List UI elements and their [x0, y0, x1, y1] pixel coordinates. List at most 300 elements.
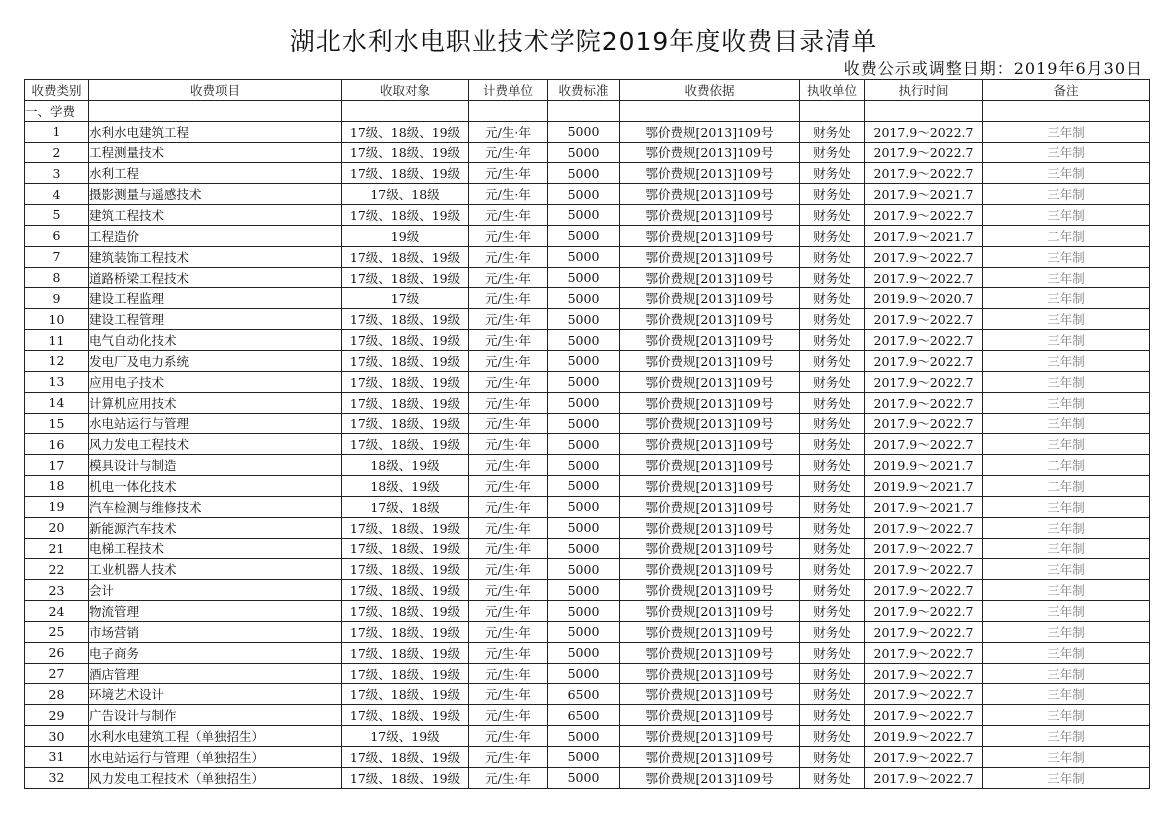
cell-basis: 鄂价费规[2013]109号 — [620, 330, 800, 351]
cell-target: 17级 — [342, 288, 469, 309]
table-row — [25, 121, 1150, 142]
cell-note: 三年制 — [983, 747, 1150, 768]
cell-target: 17级、18级、19级 — [342, 330, 469, 351]
cell-period: 2017.9～2022.7 — [865, 205, 983, 226]
cell-target: 17级、18级、19级 — [342, 747, 469, 768]
cell-item: 道路桥梁工程技术 — [89, 267, 342, 288]
cell-unit: 元/生·年 — [469, 205, 548, 226]
cell-period: 2017.9～2022.7 — [865, 705, 983, 726]
cell-collector: 财务处 — [800, 392, 865, 413]
cell-unit: 元/生·年 — [469, 350, 548, 371]
cell-standard: 5000 — [548, 413, 620, 434]
cell-collector: 财务处 — [800, 184, 865, 205]
cell-note: 三年制 — [983, 621, 1150, 642]
cell-standard: 5000 — [548, 350, 620, 371]
cell-unit: 元/生·年 — [469, 538, 548, 559]
cell-target: 17级、18级、19级 — [342, 642, 469, 663]
cell-period: 2017.9～2022.7 — [865, 330, 983, 351]
cell-item: 环境艺术设计 — [89, 684, 342, 705]
cell-note: 三年制 — [983, 163, 1150, 184]
cell-basis: 鄂价费规[2013]109号 — [620, 288, 800, 309]
cell-standard: 5000 — [548, 476, 620, 497]
section-label: 一、学费 — [25, 100, 89, 121]
cell-collector: 财务处 — [800, 496, 865, 517]
cell-index: 5 — [25, 205, 89, 226]
cell-item: 风力发电工程技术 — [89, 434, 342, 455]
cell-period: 2017.9～2022.7 — [865, 767, 983, 788]
cell-index: 31 — [25, 747, 89, 768]
table-row — [25, 434, 1150, 455]
cell-index: 21 — [25, 538, 89, 559]
cell-basis: 鄂价费规[2013]109号 — [620, 538, 800, 559]
cell-item: 汽车检测与维修技术 — [89, 496, 342, 517]
cell-collector: 财务处 — [800, 205, 865, 226]
cell-standard: 5000 — [548, 142, 620, 163]
cell-collector: 财务处 — [800, 705, 865, 726]
cell-index: 11 — [25, 330, 89, 351]
cell-unit: 元/生·年 — [469, 434, 548, 455]
col-header-unit: 计费单位 — [469, 80, 548, 101]
cell-index: 12 — [25, 350, 89, 371]
cell-unit: 元/生·年 — [469, 288, 548, 309]
cell-standard: 5000 — [548, 330, 620, 351]
cell-standard: 5000 — [548, 434, 620, 455]
cell-unit: 元/生·年 — [469, 747, 548, 768]
document-title: 湖北水利水电职业技术学院2019年度收费目录清单 — [289, 27, 878, 56]
cell-target: 17级、18级、19级 — [342, 580, 469, 601]
cell-standard: 5000 — [548, 309, 620, 330]
cell-index: 30 — [25, 726, 89, 747]
cell-collector: 财务处 — [800, 747, 865, 768]
cell-basis: 鄂价费规[2013]109号 — [620, 601, 800, 622]
cell-target: 18级、19级 — [342, 455, 469, 476]
cell-item: 物流管理 — [89, 601, 342, 622]
cell-collector: 财务处 — [800, 434, 865, 455]
cell-index: 13 — [25, 371, 89, 392]
cell-period: 2017.9～2022.7 — [865, 559, 983, 580]
section-row — [25, 100, 1150, 121]
cell-unit: 元/生·年 — [469, 371, 548, 392]
cell-standard: 5000 — [548, 767, 620, 788]
cell-index: 1 — [25, 121, 89, 142]
cell-standard: 5000 — [548, 601, 620, 622]
cell-item: 建筑装饰工程技术 — [89, 246, 342, 267]
cell-period: 2017.9～2022.7 — [865, 246, 983, 267]
cell-period: 2017.9～2022.7 — [865, 142, 983, 163]
cell-unit: 元/生·年 — [469, 663, 548, 684]
cell-item: 水利工程 — [89, 163, 342, 184]
cell-unit: 元/生·年 — [469, 455, 548, 476]
cell-note: 三年制 — [983, 726, 1150, 747]
cell-standard: 5000 — [548, 496, 620, 517]
col-header-standard: 收费标准 — [548, 80, 620, 101]
cell-basis: 鄂价费规[2013]109号 — [620, 142, 800, 163]
cell-period: 2017.9～2022.7 — [865, 434, 983, 455]
cell-basis: 鄂价费规[2013]109号 — [620, 517, 800, 538]
table-row — [25, 642, 1150, 663]
cell-target: 17级、18级、19级 — [342, 267, 469, 288]
cell-note: 三年制 — [983, 517, 1150, 538]
cell-note: 三年制 — [983, 205, 1150, 226]
cell-index: 6 — [25, 225, 89, 246]
cell-target: 17级、18级、19级 — [342, 538, 469, 559]
cell-index: 17 — [25, 455, 89, 476]
cell-index: 28 — [25, 684, 89, 705]
cell-standard: 5000 — [548, 121, 620, 142]
table-row — [25, 142, 1150, 163]
cell-collector: 财务处 — [800, 642, 865, 663]
cell-item: 电气自动化技术 — [89, 330, 342, 351]
cell-target: 17级、18级、19级 — [342, 601, 469, 622]
cell-collector: 财务处 — [800, 621, 865, 642]
cell-item: 市场营销 — [89, 621, 342, 642]
cell-target: 18级、19级 — [342, 476, 469, 497]
cell-note: 三年制 — [983, 330, 1150, 351]
col-header-target: 收取对象 — [342, 80, 469, 101]
table-row — [25, 350, 1150, 371]
cell-unit: 元/生·年 — [469, 163, 548, 184]
cell-index: 4 — [25, 184, 89, 205]
cell-basis: 鄂价费规[2013]109号 — [620, 371, 800, 392]
cell-standard: 6500 — [548, 705, 620, 726]
table-row — [25, 559, 1150, 580]
cell-unit: 元/生·年 — [469, 330, 548, 351]
cell-target: 17级、18级、19级 — [342, 309, 469, 330]
cell-note: 三年制 — [983, 184, 1150, 205]
cell-note: 三年制 — [983, 496, 1150, 517]
cell-index: 14 — [25, 392, 89, 413]
cell-basis: 鄂价费规[2013]109号 — [620, 225, 800, 246]
cell-standard: 5000 — [548, 642, 620, 663]
cell-collector: 财务处 — [800, 663, 865, 684]
cell-note: 二年制 — [983, 225, 1150, 246]
header-row — [25, 80, 1150, 101]
cell-index: 2 — [25, 142, 89, 163]
cell-standard: 5000 — [548, 163, 620, 184]
cell-item: 工程造价 — [89, 225, 342, 246]
cell-period: 2017.9～2022.7 — [865, 684, 983, 705]
cell-note: 三年制 — [983, 767, 1150, 788]
cell-target: 17级、18级 — [342, 496, 469, 517]
table-row — [25, 267, 1150, 288]
cell-basis: 鄂价费规[2013]109号 — [620, 767, 800, 788]
col-header-note: 备注 — [983, 80, 1150, 101]
cell-target: 17级、18级、19级 — [342, 121, 469, 142]
cell-target: 17级、18级、19级 — [342, 142, 469, 163]
cell-item: 水电站运行与管理 — [89, 413, 342, 434]
cell-basis: 鄂价费规[2013]109号 — [620, 642, 800, 663]
cell-basis: 鄂价费规[2013]109号 — [620, 559, 800, 580]
cell-collector: 财务处 — [800, 538, 865, 559]
table-row — [25, 621, 1150, 642]
col-header-period: 执行时间 — [865, 80, 983, 101]
cell-period: 2019.9～2022.7 — [865, 726, 983, 747]
cell-unit: 元/生·年 — [469, 142, 548, 163]
cell-period: 2017.9～2022.7 — [865, 663, 983, 684]
cell-basis: 鄂价费规[2013]109号 — [620, 205, 800, 226]
table-row — [25, 184, 1150, 205]
cell-target: 17级、18级、19级 — [342, 392, 469, 413]
cell-collector: 财务处 — [800, 309, 865, 330]
cell-collector: 财务处 — [800, 371, 865, 392]
cell-standard: 5000 — [548, 267, 620, 288]
cell-note: 三年制 — [983, 288, 1150, 309]
table-row — [25, 288, 1150, 309]
cell-target: 17级、18级、19级 — [342, 621, 469, 642]
cell-basis: 鄂价费规[2013]109号 — [620, 580, 800, 601]
cell-target: 17级、18级、19级 — [342, 246, 469, 267]
cell-note: 三年制 — [983, 142, 1150, 163]
table-row — [25, 330, 1150, 351]
cell-item: 风力发电工程技术（单独招生） — [89, 767, 342, 788]
cell-target: 17级、18级、19级 — [342, 705, 469, 726]
cell-index: 25 — [25, 621, 89, 642]
cell-target: 17级、18级、19级 — [342, 350, 469, 371]
cell-item: 机电一体化技术 — [89, 476, 342, 497]
cell-item: 水电站运行与管理（单独招生） — [89, 747, 342, 768]
cell-index: 19 — [25, 496, 89, 517]
cell-note: 三年制 — [983, 350, 1150, 371]
cell-period: 2017.9～2022.7 — [865, 642, 983, 663]
cell-standard: 5000 — [548, 517, 620, 538]
cell-note: 三年制 — [983, 309, 1150, 330]
cell-index: 23 — [25, 580, 89, 601]
cell-unit: 元/生·年 — [469, 726, 548, 747]
cell-item: 摄影测量与遥感技术 — [89, 184, 342, 205]
cell-standard: 5000 — [548, 747, 620, 768]
cell-collector: 财务处 — [800, 726, 865, 747]
cell-standard: 5000 — [548, 392, 620, 413]
cell-basis: 鄂价费规[2013]109号 — [620, 163, 800, 184]
table-row — [25, 309, 1150, 330]
table-row — [25, 205, 1150, 226]
cell-target: 17级、19级 — [342, 726, 469, 747]
cell-index: 22 — [25, 559, 89, 580]
cell-note: 二年制 — [983, 455, 1150, 476]
cell-basis: 鄂价费规[2013]109号 — [620, 121, 800, 142]
cell-target: 17级、18级、19级 — [342, 163, 469, 184]
cell-period: 2019.9～2021.7 — [865, 455, 983, 476]
cell-target: 17级、18级、19级 — [342, 371, 469, 392]
cell-item: 新能源汽车技术 — [89, 517, 342, 538]
cell-index: 24 — [25, 601, 89, 622]
cell-target: 17级、18级、19级 — [342, 205, 469, 226]
cell-unit: 元/生·年 — [469, 496, 548, 517]
table-row — [25, 684, 1150, 705]
cell-item: 工业机器人技术 — [89, 559, 342, 580]
cell-standard: 5000 — [548, 246, 620, 267]
cell-note: 三年制 — [983, 601, 1150, 622]
cell-standard: 5000 — [548, 205, 620, 226]
cell-collector: 财务处 — [800, 413, 865, 434]
cell-unit: 元/生·年 — [469, 517, 548, 538]
cell-index: 9 — [25, 288, 89, 309]
cell-collector: 财务处 — [800, 330, 865, 351]
table-row — [25, 705, 1150, 726]
cell-item: 发电厂及电力系统 — [89, 350, 342, 371]
cell-target: 17级、18级、19级 — [342, 684, 469, 705]
cell-collector: 财务处 — [800, 246, 865, 267]
cell-basis: 鄂价费规[2013]109号 — [620, 476, 800, 497]
cell-index: 26 — [25, 642, 89, 663]
col-header-collector: 执收单位 — [800, 80, 865, 101]
cell-basis: 鄂价费规[2013]109号 — [620, 350, 800, 371]
cell-unit: 元/生·年 — [469, 580, 548, 601]
table-row — [25, 392, 1150, 413]
cell-standard: 5000 — [548, 225, 620, 246]
cell-note: 三年制 — [983, 705, 1150, 726]
cell-period: 2017.9～2022.7 — [865, 747, 983, 768]
cell-period: 2017.9～2022.7 — [865, 621, 983, 642]
cell-collector: 财务处 — [800, 559, 865, 580]
cell-unit: 元/生·年 — [469, 476, 548, 497]
table-row — [25, 538, 1150, 559]
cell-target: 17级、18级、19级 — [342, 413, 469, 434]
cell-collector: 财务处 — [800, 476, 865, 497]
table-row — [25, 601, 1150, 622]
cell-note: 三年制 — [983, 642, 1150, 663]
cell-collector: 财务处 — [800, 142, 865, 163]
col-header-basis: 收费依据 — [620, 80, 800, 101]
cell-index: 10 — [25, 309, 89, 330]
cell-item: 应用电子技术 — [89, 371, 342, 392]
cell-period: 2017.9～2021.7 — [865, 225, 983, 246]
cell-basis: 鄂价费规[2013]109号 — [620, 663, 800, 684]
cell-collector: 财务处 — [800, 121, 865, 142]
table-row — [25, 413, 1150, 434]
cell-unit: 元/生·年 — [469, 121, 548, 142]
cell-period: 2017.9～2022.7 — [865, 580, 983, 601]
cell-standard: 5000 — [548, 726, 620, 747]
cell-period: 2017.9～2022.7 — [865, 538, 983, 559]
cell-unit: 元/生·年 — [469, 642, 548, 663]
cell-index: 20 — [25, 517, 89, 538]
col-header-category: 收费类别 — [25, 80, 89, 101]
cell-item: 建设工程管理 — [89, 309, 342, 330]
cell-unit: 元/生·年 — [469, 267, 548, 288]
cell-target: 17级、18级、19级 — [342, 767, 469, 788]
cell-unit: 元/生·年 — [469, 767, 548, 788]
cell-target: 17级、18级、19级 — [342, 559, 469, 580]
cell-item: 工程测量技术 — [89, 142, 342, 163]
fee-table — [24, 79, 1150, 789]
cell-item: 建设工程监理 — [89, 288, 342, 309]
cell-period: 2017.9～2021.7 — [865, 184, 983, 205]
cell-target: 17级、18级、19级 — [342, 434, 469, 455]
cell-standard: 5000 — [548, 580, 620, 601]
cell-unit: 元/生·年 — [469, 601, 548, 622]
cell-standard: 5000 — [548, 184, 620, 205]
table-row — [25, 476, 1150, 497]
cell-item: 会计 — [89, 580, 342, 601]
table-row — [25, 163, 1150, 184]
cell-note: 二年制 — [983, 476, 1150, 497]
cell-note: 三年制 — [983, 121, 1150, 142]
cell-note: 三年制 — [983, 663, 1150, 684]
cell-index: 18 — [25, 476, 89, 497]
cell-unit: 元/生·年 — [469, 413, 548, 434]
cell-unit: 元/生·年 — [469, 184, 548, 205]
cell-collector: 财务处 — [800, 163, 865, 184]
cell-note: 三年制 — [983, 267, 1150, 288]
cell-standard: 5000 — [548, 371, 620, 392]
cell-note: 三年制 — [983, 413, 1150, 434]
cell-unit: 元/生·年 — [469, 309, 548, 330]
cell-note: 三年制 — [983, 684, 1150, 705]
cell-collector: 财务处 — [800, 350, 865, 371]
table-row — [25, 663, 1150, 684]
cell-collector: 财务处 — [800, 225, 865, 246]
cell-item: 电子商务 — [89, 642, 342, 663]
cell-period: 2019.9～2020.7 — [865, 288, 983, 309]
cell-basis: 鄂价费规[2013]109号 — [620, 413, 800, 434]
cell-period: 2017.9～2022.7 — [865, 121, 983, 142]
table-row — [25, 767, 1150, 788]
cell-period: 2017.9～2022.7 — [865, 350, 983, 371]
table-row — [25, 246, 1150, 267]
cell-note: 三年制 — [983, 392, 1150, 413]
cell-note: 三年制 — [983, 559, 1150, 580]
table-row — [25, 747, 1150, 768]
cell-standard: 5000 — [548, 455, 620, 476]
table-row — [25, 371, 1150, 392]
cell-basis: 鄂价费规[2013]109号 — [620, 184, 800, 205]
cell-period: 2017.9～2022.7 — [865, 517, 983, 538]
table-row — [25, 225, 1150, 246]
cell-period: 2017.9～2022.7 — [865, 309, 983, 330]
cell-item: 计算机应用技术 — [89, 392, 342, 413]
cell-item: 建筑工程技术 — [89, 205, 342, 226]
cell-target: 17级、18级、19级 — [342, 517, 469, 538]
table-row — [25, 496, 1150, 517]
cell-unit: 元/生·年 — [469, 559, 548, 580]
cell-index: 27 — [25, 663, 89, 684]
cell-basis: 鄂价费规[2013]109号 — [620, 747, 800, 768]
cell-basis: 鄂价费规[2013]109号 — [620, 455, 800, 476]
cell-standard: 5000 — [548, 288, 620, 309]
cell-note: 三年制 — [983, 580, 1150, 601]
cell-basis: 鄂价费规[2013]109号 — [620, 267, 800, 288]
cell-basis: 鄂价费规[2013]109号 — [620, 726, 800, 747]
cell-target: 17级、18级、19级 — [342, 663, 469, 684]
cell-item: 水利水电建筑工程 — [89, 121, 342, 142]
cell-index: 16 — [25, 434, 89, 455]
cell-collector: 财务处 — [800, 455, 865, 476]
cell-period: 2017.9～2022.7 — [865, 371, 983, 392]
cell-collector: 财务处 — [800, 601, 865, 622]
cell-collector: 财务处 — [800, 267, 865, 288]
cell-basis: 鄂价费规[2013]109号 — [620, 621, 800, 642]
cell-note: 三年制 — [983, 371, 1150, 392]
cell-unit: 元/生·年 — [469, 705, 548, 726]
cell-basis: 鄂价费规[2013]109号 — [620, 684, 800, 705]
cell-index: 29 — [25, 705, 89, 726]
cell-index: 15 — [25, 413, 89, 434]
col-header-item: 收费项目 — [89, 80, 342, 101]
cell-period: 2017.9～2021.7 — [865, 496, 983, 517]
cell-period: 2017.9～2022.7 — [865, 267, 983, 288]
cell-standard: 5000 — [548, 559, 620, 580]
table-row — [25, 517, 1150, 538]
cell-note: 三年制 — [983, 538, 1150, 559]
cell-index: 3 — [25, 163, 89, 184]
cell-item: 电梯工程技术 — [89, 538, 342, 559]
cell-item: 模具设计与制造 — [89, 455, 342, 476]
cell-collector: 财务处 — [800, 517, 865, 538]
cell-item: 水利水电建筑工程（单独招生） — [89, 726, 342, 747]
cell-collector: 财务处 — [800, 767, 865, 788]
table-row — [25, 455, 1150, 476]
